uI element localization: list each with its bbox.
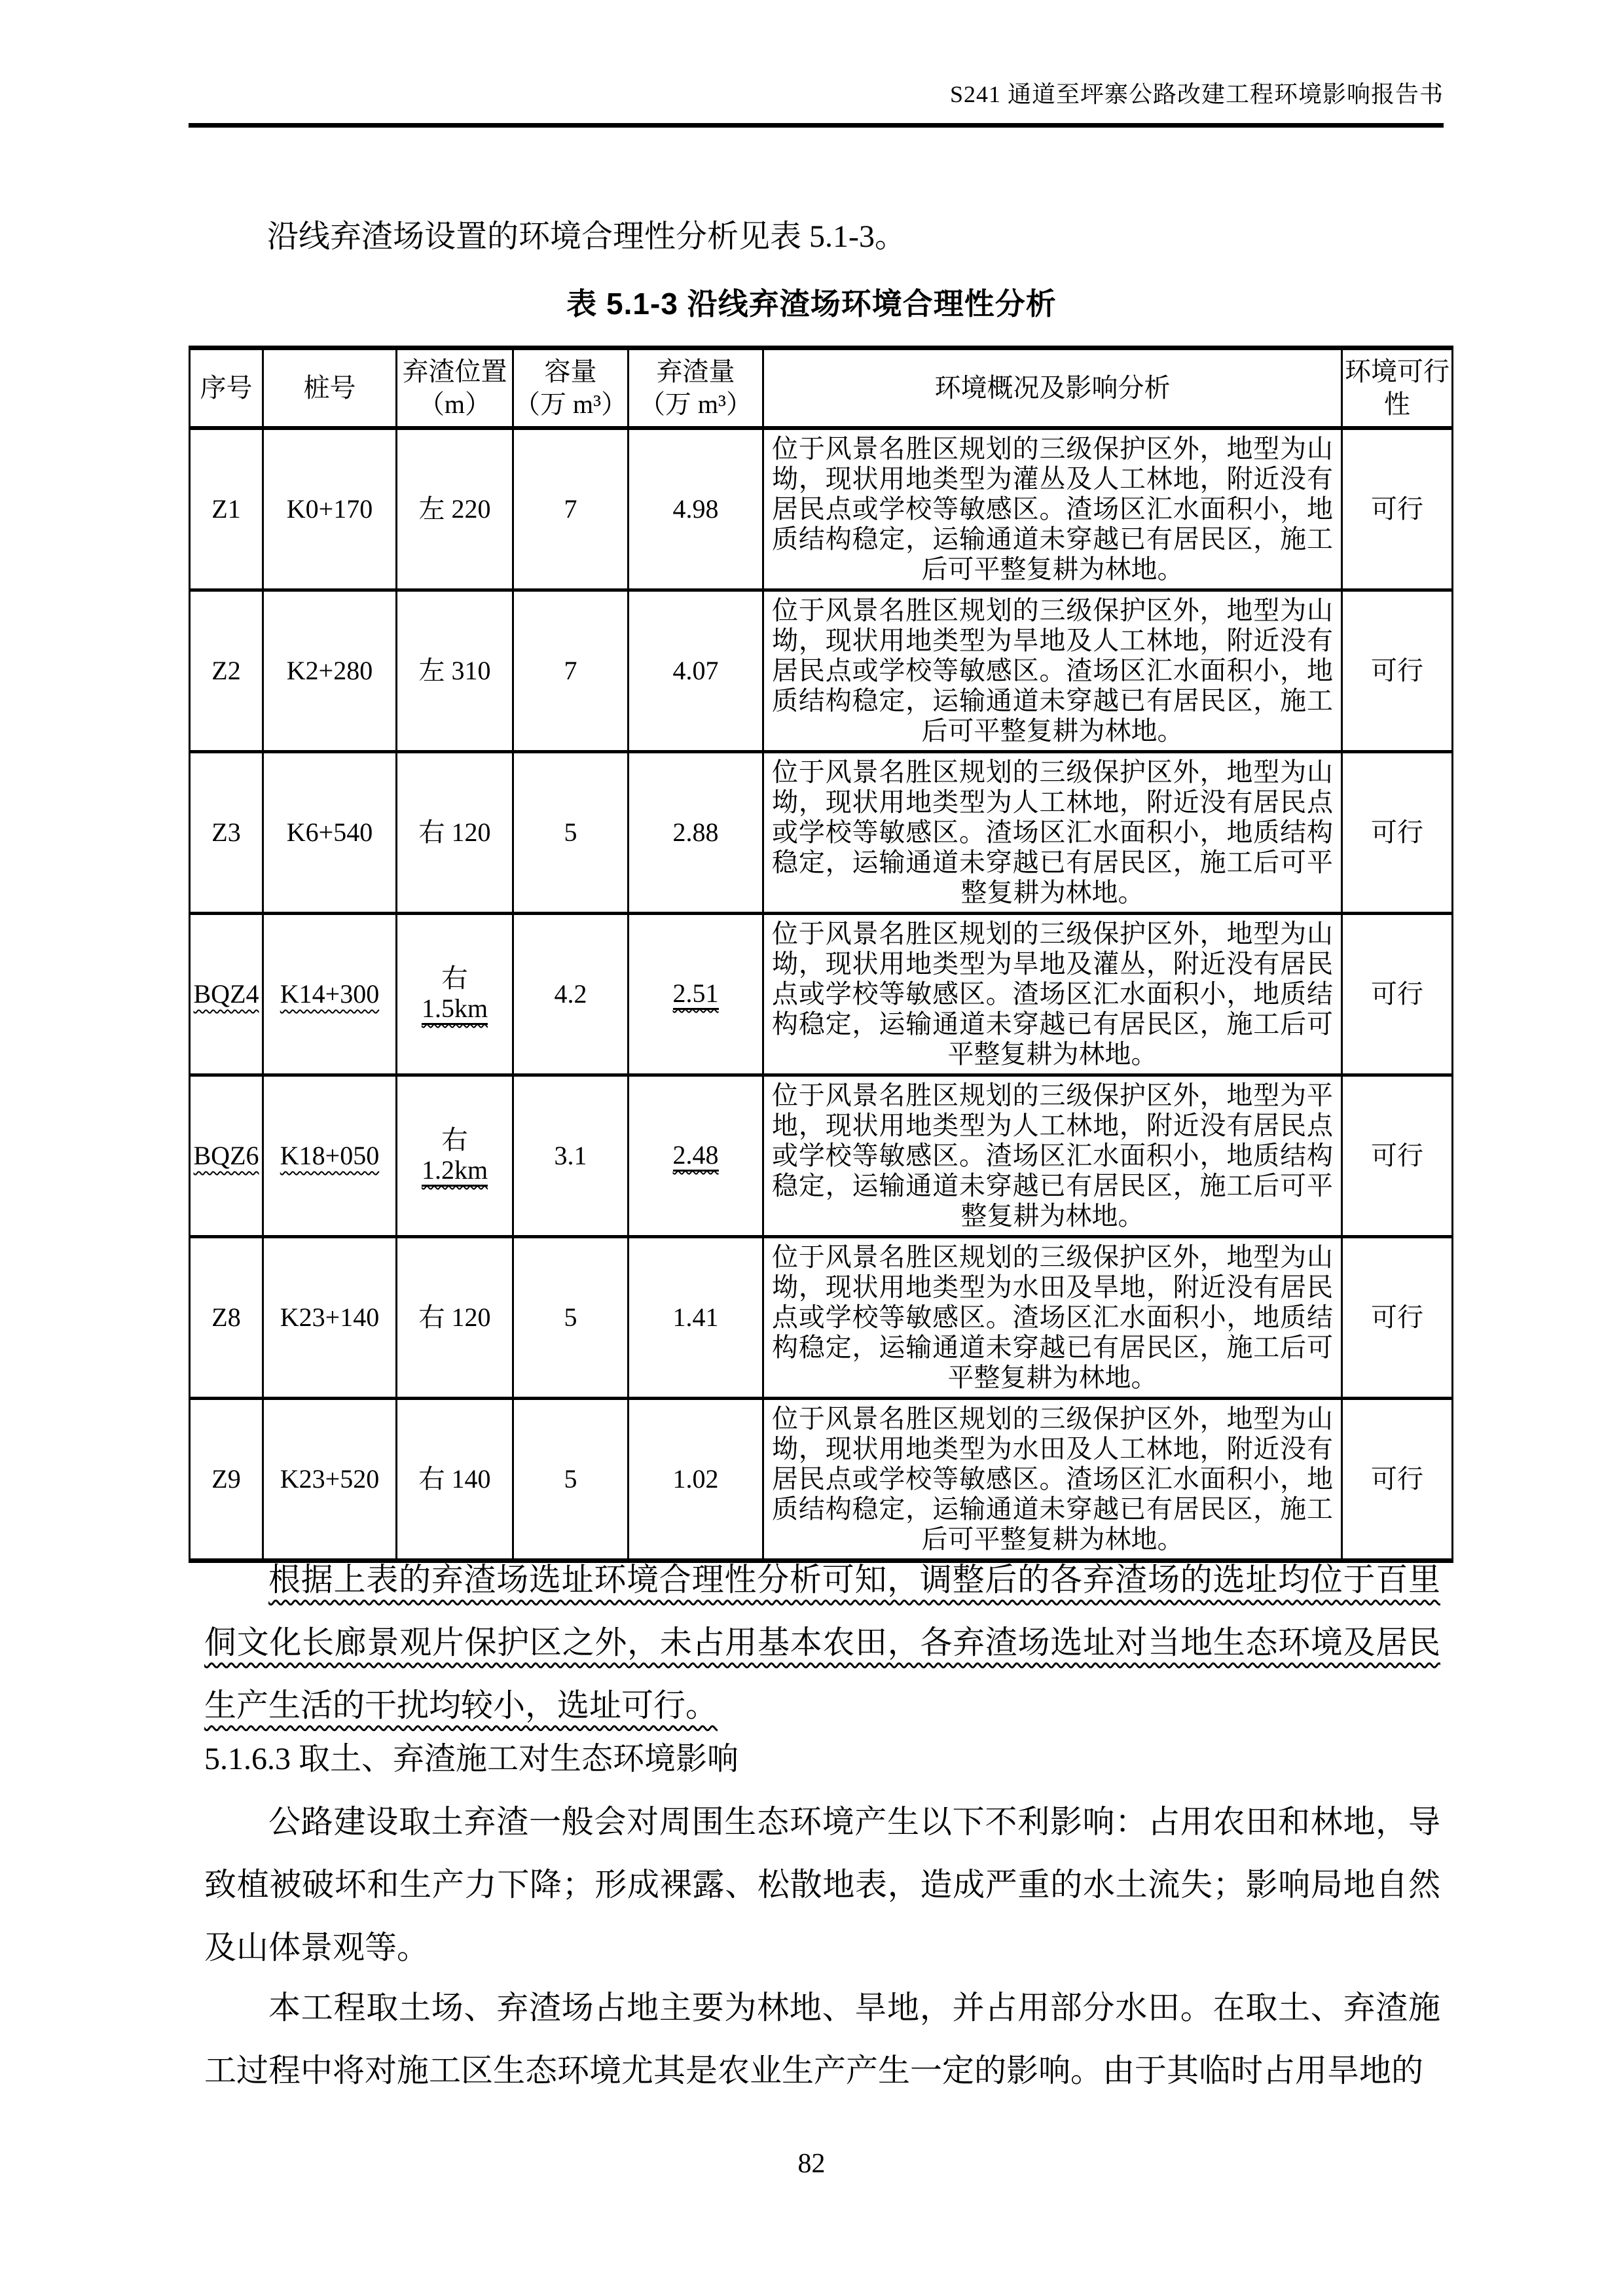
cell-volume: 2.51 (629, 914, 763, 1075)
cell-feasibility: 可行 (1342, 1075, 1453, 1237)
cell-position: 右 140 (397, 1399, 513, 1561)
cell-capacity: 7 (513, 428, 629, 590)
table-row (190, 1075, 1453, 1237)
dump-sites-table (189, 346, 1453, 1563)
header-cell: 序号 (190, 348, 263, 429)
cell-stake: K2+280 (263, 590, 397, 752)
cell-volume: 4.07 (629, 590, 763, 752)
cell-analysis: 位于风景名胜区规划的三级保护区外，地型为山坳，现状用地类型为水田及人工林地，附近没有居民点或学校等敏感区。渣场区汇水面积小，地质结构稳定，运输通道未穿越已有居民区，施工后可平整复耕为林地。 (763, 1399, 1342, 1561)
cell-stake: K23+140 (263, 1237, 397, 1399)
cell-serial: BQZ6 (190, 1075, 263, 1237)
cell-volume: 4.98 (629, 428, 763, 590)
cell-serial: Z3 (190, 752, 263, 914)
header-cell: 弃渣量 （万 m³） (629, 348, 763, 429)
table-row (190, 752, 1453, 914)
table-row (190, 1237, 1453, 1399)
cell-volume: 2.88 (629, 752, 763, 914)
cell-position: 右 120 (397, 752, 513, 914)
header-cell: 桩号 (263, 348, 397, 429)
cell-serial: Z2 (190, 590, 263, 752)
table-row (190, 428, 1453, 590)
cell-feasibility: 可行 (1342, 428, 1453, 590)
cell-volume: 2.48 (629, 1075, 763, 1237)
cell-position: 右 1.5km (397, 914, 513, 1075)
cell-feasibility: 可行 (1342, 914, 1453, 1075)
cell-capacity: 5 (513, 1399, 629, 1561)
header-cell: 环境概况及影响分析 (763, 348, 1342, 429)
table-row (190, 914, 1453, 1075)
cell-analysis: 位于风景名胜区规划的三级保护区外，地型为山坳，现状用地类型为旱地及灌丛，附近没有居民点或学校等敏感区。渣场区汇水面积小，地质结构稳定，运输通道未穿越已有居民区，施工后可平整复耕为林地。 (763, 914, 1342, 1075)
section-heading: 5.1.6.3 取土、弃渣施工对生态环境影响 (204, 1742, 739, 1776)
doc-header-title: S241 通道至坪寨公路改建工程环境影响报告书 (949, 81, 1444, 107)
cell-stake: K0+170 (263, 428, 397, 590)
cell-volume: 1.02 (629, 1399, 763, 1561)
header-cell: 环境可行性 (1342, 348, 1453, 429)
cell-analysis: 位于风景名胜区规划的三级保护区外，地型为平地，现状用地类型为人工林地，附近没有居民点或学校等敏感区。渣场区汇水面积小，地质结构稳定，运输通道未穿越已有居民区，施工后可平整复耕为林地。 (763, 1075, 1342, 1237)
cell-position: 左 310 (397, 590, 513, 752)
table-title: 表 5.1-3 沿线弃渣场环境合理性分析 (566, 287, 1057, 321)
cell-serial: Z9 (190, 1399, 263, 1561)
body-paragraph-2: 本工程取土场、弃渣场占地主要为林地、旱地，并占用部分水田。在取土、弃渣施工过程中将对施工区生态环境尤其是农业生产产生一定的影响。由于其临时占用旱地的 (204, 1990, 1440, 2089)
cell-analysis: 位于风景名胜区规划的三级保护区外，地型为山坳，现状用地类型为灌丛及人工林地，附近没有居民点或学校等敏感区。渣场区汇水面积小，地质结构稳定，运输通道未穿越已有居民区，施工后可平整复耕为林地。 (763, 428, 1342, 590)
cell-analysis: 位于风景名胜区规划的三级保护区外，地型为山坳，现状用地类型为水田及旱地，附近没有居民点或学校等敏感区。渣场区汇水面积小，地质结构稳定，运输通道未穿越已有居民区，施工后可平整复耕为林地。 (763, 1237, 1342, 1399)
cell-feasibility: 可行 (1342, 590, 1453, 752)
cell-volume: 1.41 (629, 1237, 763, 1399)
table-header-row (190, 348, 1453, 429)
cell-serial: Z8 (190, 1237, 263, 1399)
header-cell: 容量 （万 m³） (513, 348, 629, 429)
cell-stake: K18+050 (263, 1075, 397, 1237)
cell-serial: BQZ4 (190, 914, 263, 1075)
table-body (190, 428, 1453, 1561)
page-number: 82 (797, 2149, 826, 2179)
cell-position: 右 1.2km (397, 1075, 513, 1237)
cell-analysis: 位于风景名胜区规划的三级保护区外，地型为山坳，现状用地类型为人工林地，附近没有居民点或学校等敏感区。渣场区汇水面积小，地质结构稳定，运输通道未穿越已有居民区，施工后可平整复耕为林地。 (763, 752, 1342, 914)
table-row (190, 1399, 1453, 1561)
cell-stake: K6+540 (263, 752, 397, 914)
cell-stake: K23+520 (263, 1399, 397, 1561)
cell-capacity: 4.2 (513, 914, 629, 1075)
cell-feasibility: 可行 (1342, 752, 1453, 914)
cell-analysis: 位于风景名胜区规划的三级保护区外，地型为山坳，现状用地类型为旱地及人工林地，附近没有居民点或学校等敏感区。渣场区汇水面积小，地质结构稳定，运输通道未穿越已有居民区，施工后可平整复耕为林地。 (763, 590, 1342, 752)
cell-capacity: 7 (513, 590, 629, 752)
cell-capacity: 5 (513, 1237, 629, 1399)
cell-position: 右 120 (397, 1237, 513, 1399)
conclusion-paragraph: 根据上表的弃渣场选址环境合理性分析可知，调整后的各弃渣场的选址均位于百里侗文化长廊景观片保护区之外，未占用基本农田，各弃渣场选址对当地生态环境及居民生产生活的干扰均较小，选址可行。 (204, 1562, 1440, 1723)
header-rule (189, 123, 1444, 128)
table-row (190, 590, 1453, 752)
cell-capacity: 5 (513, 752, 629, 914)
intro-paragraph: 沿线弃渣场设置的环境合理性分析见表 5.1-3。 (267, 219, 906, 254)
cell-capacity: 3.1 (513, 1075, 629, 1237)
header-cell: 弃渣位置 （m） (397, 348, 513, 429)
cell-stake: K14+300 (263, 914, 397, 1075)
body-paragraph-1: 公路建设取土弃渣一般会对周围生态环境产生以下不利影响：占用农田和林地，导致植被破坏和生产力下降；形成裸露、松散地表，造成严重的水土流失；影响局地自然及山体景观等。 (204, 1804, 1440, 1965)
cell-serial: Z1 (190, 428, 263, 590)
cell-feasibility: 可行 (1342, 1237, 1453, 1399)
cell-feasibility: 可行 (1342, 1399, 1453, 1561)
cell-position: 左 220 (397, 428, 513, 590)
